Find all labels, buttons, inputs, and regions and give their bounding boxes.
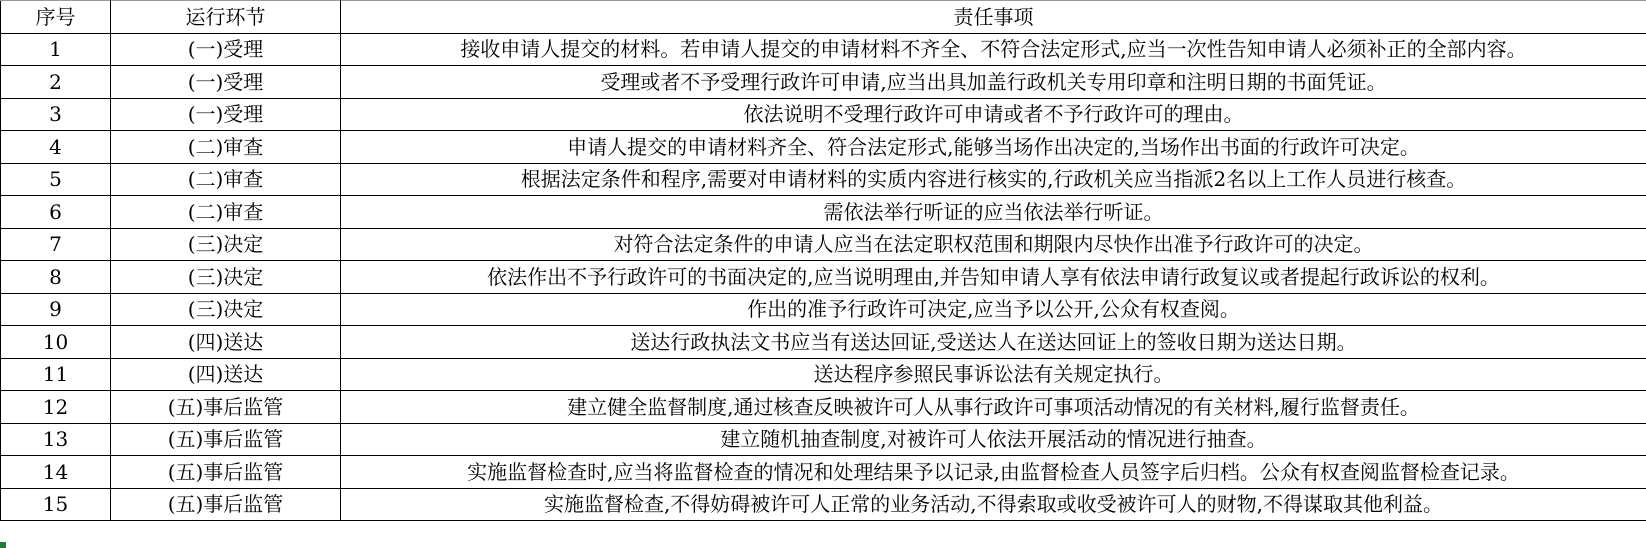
cell-duty: 接收申请人提交的材料。若申请人提交的申请材料不齐全、不符合法定形式,应当一次性告知申请人必须补正的全部内容。 [341,33,1646,66]
cell-step: (五)事后监管 [111,423,341,456]
table-row [1,163,1646,196]
cell-step: (一)受理 [111,66,341,99]
cell-step: (五)事后监管 [111,391,341,424]
cell-step: (一)受理 [111,33,341,66]
cell-seq: 8 [1,261,111,294]
cell-step: (二)审查 [111,196,341,229]
table-row [1,261,1646,294]
cell-step: (四)送达 [111,358,341,391]
cell-seq: 6 [1,196,111,229]
cell-duty: 受理或者不予受理行政许可申请,应当出具加盖行政机关专用印章和注明日期的书面凭证。 [341,66,1646,99]
cell-seq: 3 [1,98,111,131]
table-row [1,423,1646,456]
cell-duty: 申请人提交的申请材料齐全、符合法定形式,能够当场作出决定的,当场作出书面的行政许可决定。 [341,131,1646,164]
cell-step: (三)决定 [111,293,341,326]
table-row [1,326,1646,359]
cell-step: (五)事后监管 [111,456,341,489]
cell-step: (二)审查 [111,131,341,164]
table-row [1,358,1646,391]
header-step: 运行环节 [111,1,341,34]
cell-step: (四)送达 [111,326,341,359]
cell-seq: 4 [1,131,111,164]
header-seq: 序号 [1,1,111,34]
table-row [1,391,1646,424]
cell-step: (一)受理 [111,98,341,131]
table-row [1,488,1646,521]
table-row [1,228,1646,261]
table-row [1,293,1646,326]
cell-duty: 对符合法定条件的申请人应当在法定职权范围和期限内尽快作出准予行政许可的决定。 [341,228,1646,261]
cell-seq: 13 [1,423,111,456]
cell-seq: 2 [1,66,111,99]
cell-seq: 1 [1,33,111,66]
cell-duty: 根据法定条件和程序,需要对申请材料的实质内容进行核实的,行政机关应当指派2名以上工作人员进行核查。 [341,163,1646,196]
cell-duty: 建立健全监督制度,通过核查反映被许可人从事行政许可事项活动情况的有关材料,履行监督责任。 [341,391,1646,424]
cell-seq: 7 [1,228,111,261]
cell-seq: 15 [1,488,111,521]
cell-duty: 实施监督检查时,应当将监督检查的情况和处理结果予以记录,由监督检查人员签字后归档。公众有权查阅监督检查记录。 [341,456,1646,489]
cell-seq: 10 [1,326,111,359]
cell-duty: 送达程序参照民事诉讼法有关规定执行。 [341,358,1646,391]
header-row [1,1,1646,34]
cell-duty: 依法作出不予行政许可的书面决定的,应当说明理由,并告知申请人享有依法申请行政复议或者提起行政诉讼的权利。 [341,261,1646,294]
header-duty: 责任事项 [341,1,1646,34]
cell-seq: 14 [1,456,111,489]
table-row [1,131,1646,164]
cell-duty: 实施监督检查,不得妨碍被许可人正常的业务活动,不得索取或收受被许可人的财物,不得谋取其他利益。 [341,488,1646,521]
table-row [1,98,1646,131]
cell-seq: 11 [1,358,111,391]
cell-duty: 需依法举行听证的应当依法举行听证。 [341,196,1646,229]
cell-seq: 9 [1,293,111,326]
cell-duty: 送达行政执法文书应当有送达回证,受送达人在送达回证上的签收日期为送达日期。 [341,326,1646,359]
cell-duty: 作出的准予行政许可决定,应当予以公开,公众有权查阅。 [341,293,1646,326]
cell-step: (三)决定 [111,261,341,294]
cell-duty: 建立随机抽查制度,对被许可人依法开展活动的情况进行抽查。 [341,423,1646,456]
cell-seq: 12 [1,391,111,424]
table-row [1,456,1646,489]
cell-step: (二)审查 [111,163,341,196]
cell-step: (三)决定 [111,228,341,261]
table-row [1,33,1646,66]
table-row [1,66,1646,99]
selection-corner-marker [0,542,6,548]
cell-seq: 5 [1,163,111,196]
cell-duty: 依法说明不受理行政许可申请或者不予行政许可的理由。 [341,98,1646,131]
table-row [1,196,1646,229]
cell-step: (五)事后监管 [111,488,341,521]
